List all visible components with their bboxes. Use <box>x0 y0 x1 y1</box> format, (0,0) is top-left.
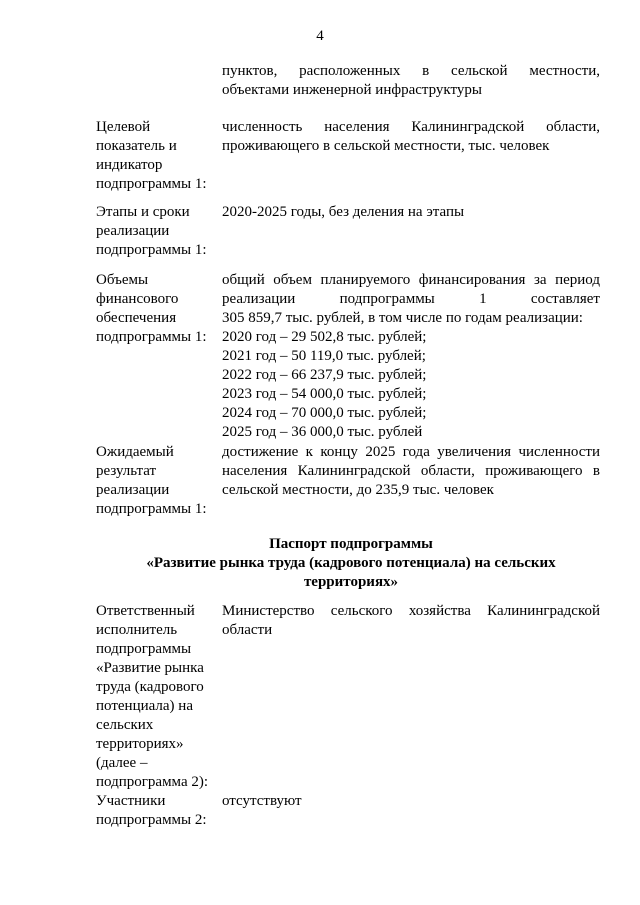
funding-year-line: 2020 год – 29 502,8 тыс. рублей; <box>222 329 427 345</box>
funding-year-line: 2022 год – 66 237,9 тыс. рублей; <box>222 367 427 383</box>
row-value <box>222 271 600 442</box>
row-value <box>222 118 600 156</box>
passport-heading-line: территориях» <box>303 574 399 590</box>
passport-heading <box>96 535 606 592</box>
continuation-line: объектами инженерной инфраструктуры <box>222 82 482 98</box>
passport-heading-line: «Развитие рынка труда (кадрового потенциала) на сельских <box>146 555 556 571</box>
row-value <box>222 203 600 222</box>
row-value <box>222 792 600 811</box>
row-label: Участники подпрограммы 2: <box>96 793 207 828</box>
row-label: Этапы и сроки реализации подпрограммы 1: <box>96 204 207 258</box>
funding-year-line: 2024 год – 70 000,0 тыс. рублей; <box>222 405 427 421</box>
passport-heading-line: Паспорт подпрограммы <box>269 536 433 552</box>
value-line: проживающего в сельской местности, тыс. человек <box>222 138 550 154</box>
value-line: реализации подпрограммы 1 составляет <box>222 291 600 307</box>
funding-year-line: 2025 год – 36 000,0 тыс. рублей <box>222 424 423 440</box>
continuation-line: пунктов, расположенных в сельской местности, <box>222 63 600 79</box>
value-line: области <box>222 622 273 638</box>
row-value <box>222 602 600 640</box>
row-value <box>222 443 600 500</box>
row-label: Объемы финансового обеспечения подпрограммы 1: <box>96 272 207 345</box>
value-line: Министерство сельского хозяйства Калининградской <box>222 603 600 619</box>
value-line: 2020-2025 годы, без деления на этапы <box>222 204 465 220</box>
row-label: Ожидаемый результат реализации подпрограммы 1: <box>96 444 207 517</box>
funding-year-line: 2023 год – 54 000,0 тыс. рублей; <box>222 386 427 402</box>
value-line: отсутствуют <box>222 793 302 809</box>
continuation-text <box>222 62 600 100</box>
value-line: достижение к концу 2025 года увеличения численности <box>222 444 600 460</box>
value-line: населения Калининградской области, проживающего в <box>222 463 600 479</box>
row-label: Целевой показатель и индикатор подпрограммы 1: <box>96 119 207 192</box>
row-label: Ответственный исполнитель подпрограммы «Развитие рынка труда (кадрового потенциала) на сельских территориях» (далее – подпрограмма 2): <box>96 603 209 790</box>
funding-year-line: 2021 год – 50 119,0 тыс. рублей; <box>222 348 426 364</box>
value-line: общий объем планируемого финансирования за период <box>222 272 600 288</box>
value-line: численность населения Калининградской области, <box>222 119 600 135</box>
value-line: 305 859,7 тыс. рублей, в том числе по годам реализации: <box>222 310 583 326</box>
page-number: 4 <box>316 28 324 44</box>
value-line: сельской местности, до 235,9 тыс. человек <box>222 482 494 498</box>
